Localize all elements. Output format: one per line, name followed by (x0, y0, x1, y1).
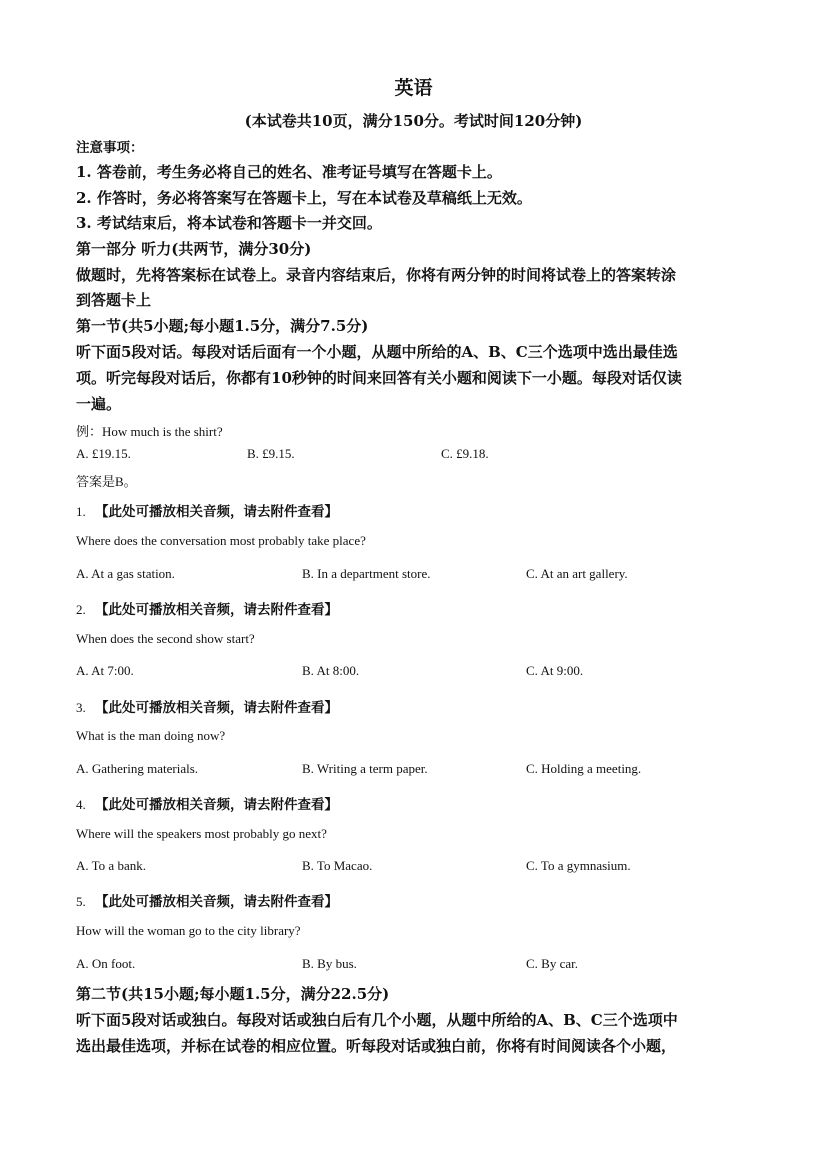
option-b: B. At 8:00. (302, 663, 360, 678)
part1-heading: 第一部分 听力(共两节，满分30分) (76, 240, 312, 258)
question-number: 4. (76, 797, 86, 812)
audio-placeholder[interactable]: 【此处可播放相关音频，请去附件查看】 (95, 602, 338, 618)
question-number: 2. (76, 602, 86, 617)
option-c: C. At an art gallery. (526, 566, 628, 581)
audio-placeholder[interactable]: 【此处可播放相关音频，请去附件查看】 (95, 504, 338, 520)
example-option-b: B. £9.15. (247, 446, 295, 461)
notes-heading: 注意事项： (76, 140, 144, 156)
option-c: C. To a gymnasium. (526, 858, 631, 873)
question-text: Where does the conversation most probably take place? (76, 533, 366, 548)
option-c: C. At 9:00. (526, 663, 584, 678)
section2-instruction: 选出最佳选项，并标在试卷的相应位置。听每段对话或独白前，你将有时间阅读各个小题， (76, 1037, 677, 1055)
question-audio-line (76, 890, 338, 910)
example-option-c: C. £9.18. (441, 446, 489, 461)
option-a: A. At 7:00. (76, 663, 134, 678)
option-c: C. By car. (526, 956, 578, 971)
section2-instruction: 听下面5段对话或独白。每段对话或独白后有几个小题，从题中所给的A、B、C三个选项中 (76, 1011, 678, 1029)
section2-heading: 第二节(共15小题;每小题1.5分，满分22.5分) (76, 985, 390, 1003)
part1-instruction: 做题时，先将答案标在试卷上。录音内容结束后，你将有两分钟的时间将试卷上的答案转涂 (76, 266, 677, 284)
option-a: A. On foot. (76, 956, 136, 971)
option-a: A. At a gas station. (76, 566, 175, 581)
option-b: B. In a department store. (302, 566, 431, 581)
option-b: B. By bus. (302, 956, 357, 971)
question-text: When does the second show start? (76, 631, 255, 646)
question-audio-line (76, 793, 338, 813)
question-number: 1. (76, 504, 86, 519)
question-text: Where will the speakers most probably go next? (76, 826, 327, 841)
example-option-a: A. £19.15. (76, 446, 131, 461)
option-c: C. Holding a meeting. (526, 761, 642, 776)
audio-placeholder[interactable]: 【此处可播放相关音频，请去附件查看】 (95, 797, 338, 813)
note-item: 1. 答卷前，考生务必将自己的姓名、准考证号填写在答题卡上。 (76, 163, 502, 181)
part1-instruction: 到答题卡上 (76, 291, 152, 309)
audio-placeholder[interactable]: 【此处可播放相关音频，请去附件查看】 (95, 894, 338, 910)
question-text: What is the man doing now? (76, 728, 226, 743)
section1-instruction: 项。听完每段对话后，你都有10秒钟的时间来回答有关小题和阅读下一小题。每段对话仅读 (76, 369, 682, 387)
section1-heading: 第一节(共5小题;每小题1.5分，满分7.5分) (76, 317, 369, 335)
section1-instruction: 一遍。 (76, 395, 122, 413)
question-number: 3. (76, 700, 86, 715)
option-b: B. To Macao. (302, 858, 373, 873)
question-text: How will the woman go to the city library? (76, 923, 301, 938)
question-audio-line (76, 500, 338, 520)
audio-placeholder[interactable]: 【此处可播放相关音频，请去附件查看】 (95, 700, 338, 716)
question-number: 5. (76, 894, 86, 909)
example-question: 例：How much is the shirt? (76, 424, 223, 439)
question-audio-line (76, 696, 338, 716)
note-item: 3. 考试结束后，将本试卷和答题卡一并交回。 (76, 214, 382, 232)
example-answer: 答案是B。 (76, 474, 137, 489)
section1-instruction: 听下面5段对话。每段对话后面有一个小题，从题中所给的A、B、C三个选项中选出最佳选 (76, 343, 678, 361)
note-item: 2. 作答时，务必将答案写在答题卡上，写在本试卷及草稿纸上无效。 (76, 189, 532, 207)
page-subtitle: (本试卷共10页，满分150分。考试时间120分钟) (244, 112, 583, 130)
option-b: B. Writing a term paper. (302, 761, 428, 776)
page-title: 英语 (394, 77, 433, 99)
option-a: A. To a bank. (76, 858, 146, 873)
question-audio-line (76, 598, 338, 618)
option-a: A. Gathering materials. (76, 761, 199, 776)
